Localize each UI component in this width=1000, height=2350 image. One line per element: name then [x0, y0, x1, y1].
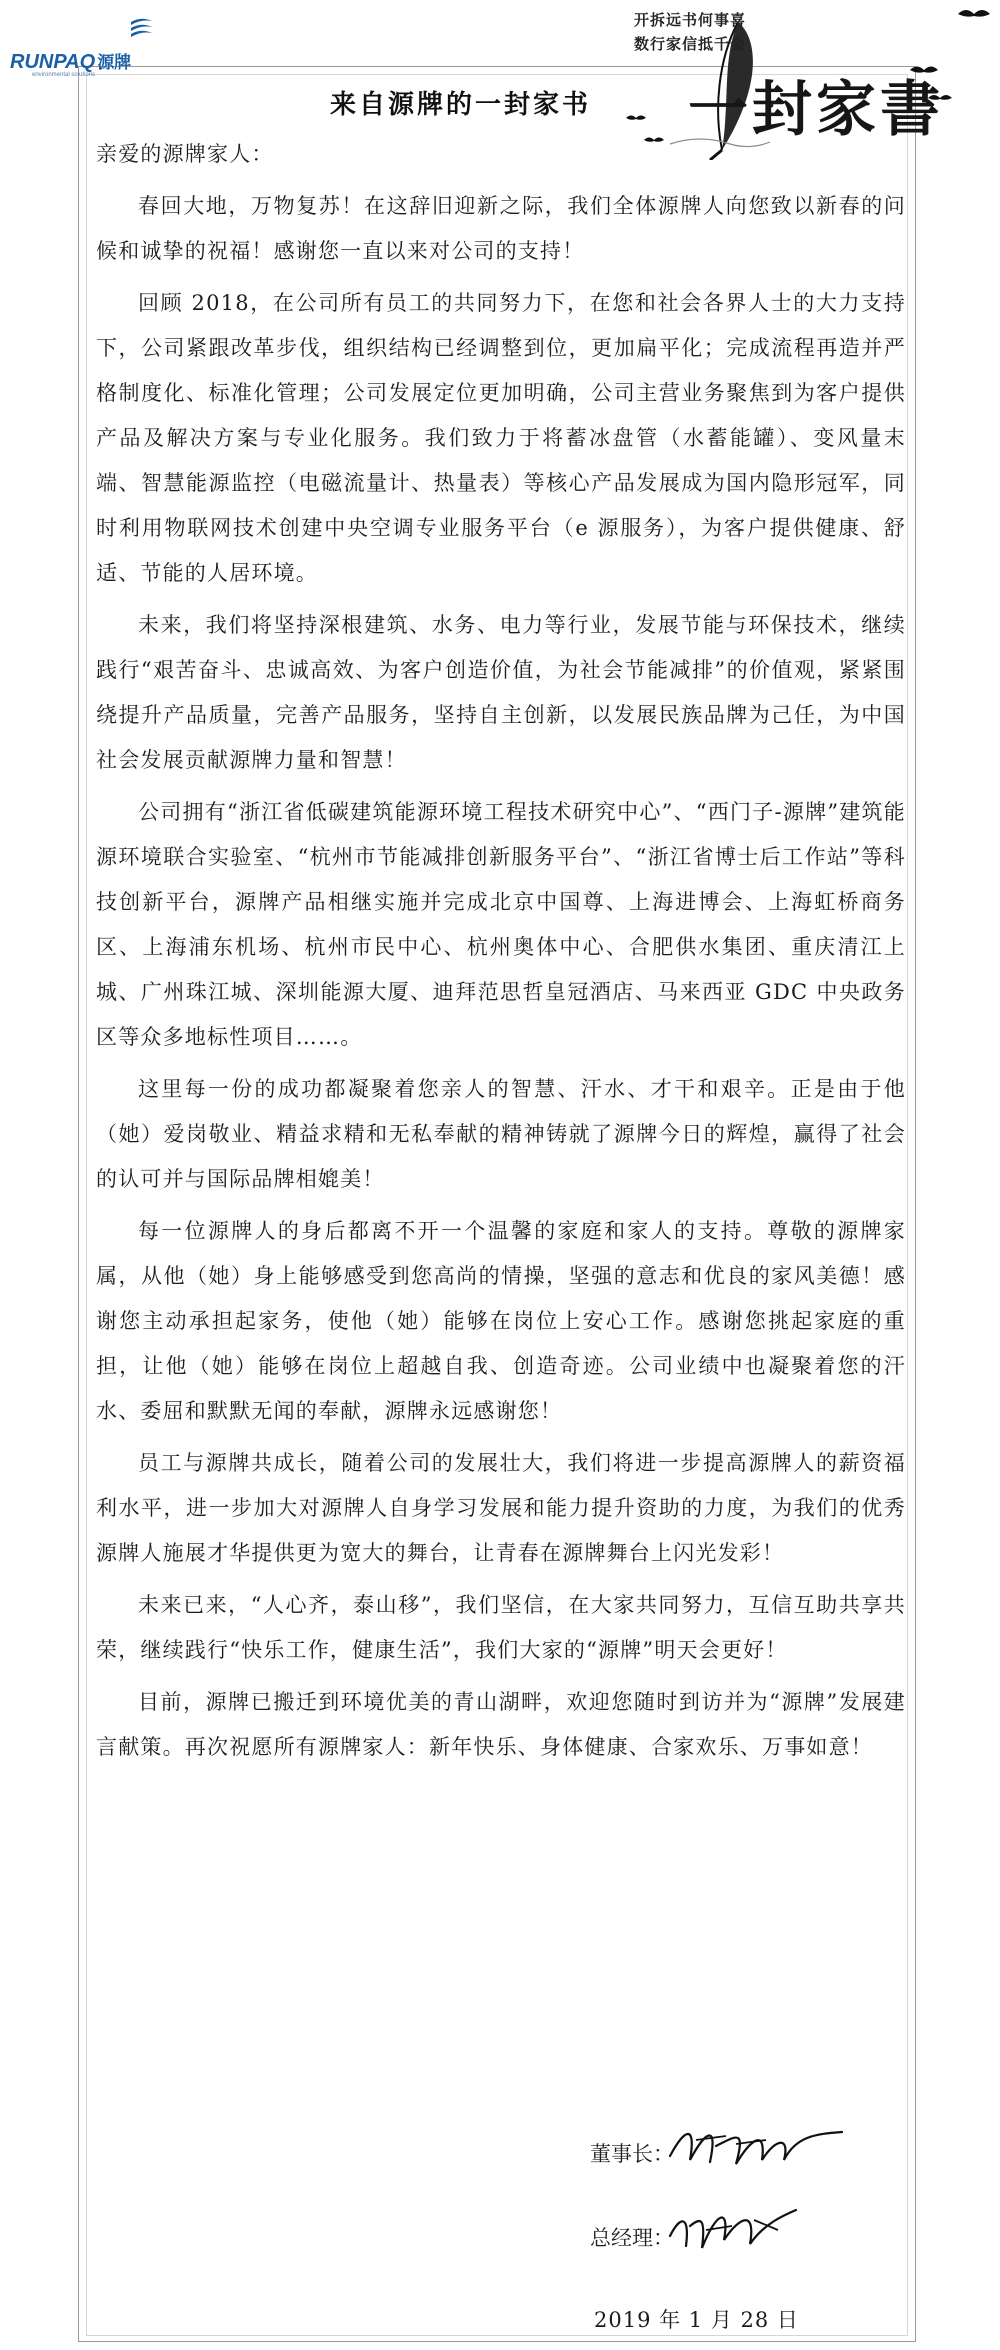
- emblem-slogan-line1: 开拆远书何事喜: [634, 11, 747, 29]
- emblem-slogan: [634, 8, 746, 56]
- general-manager-label: 总经理：: [590, 2226, 674, 2250]
- letter-paragraph: 每一位源牌人的身后都离不开一个温馨的家庭和家人的支持。尊敬的源牌家属，从他（她）身上能够感受到您高尚的情操，坚强的意志和优良的家风美德！感谢您主动承担起家务，使他（她）能够在岗位上安心工作。感谢您挑起家庭的重担，让他（她）能够在岗位上超越自我、创造奇迹。公司业绩中也凝聚着您的汗水、委屈和默默无闻的奉献，源牌永远感谢您！: [96, 1219, 906, 1423]
- logo-wordmark: [10, 48, 131, 74]
- letter-paragraph: 春回大地，万物复苏！在这辞旧迎新之际，我们全体源牌人向您致以新春的问候和诚挚的祝福！感谢您一直以来对公司的支持！: [96, 194, 906, 263]
- emblem-slogan-line2: 数行家信抵千金: [634, 35, 747, 53]
- letter-date: 2019 年 1 月 28 日: [594, 2308, 799, 2332]
- letter-paragraph: 未来已来，“人心齐，泰山移”，我们坚信，在大家共同努力，互信互助共享共荣，继续践行“快乐工作，健康生活”，我们大家的“源牌”明天会更好！: [96, 1593, 906, 1662]
- letter-salutation: 亲爱的源牌家人：: [96, 142, 274, 166]
- letter-paragraph: 未来，我们将坚持深根建筑、水务、电力等行业，发展节能与环保技术，继续践行“艰苦奋斗、忠诚高效、为客户创造价值，为社会节能减排”的价值观，紧紧围绕提升产品质量，完善产品服务，坚持自主创新，以发展民族品牌为己任，为中国社会发展贡献源牌力量和智慧！: [96, 613, 906, 772]
- letter-paragraph: 目前，源牌已搬迁到环境优美的青山湖畔，欢迎您随时到访并为“源牌”发展建言献策。再次祝愿所有源牌家人：新年快乐、身体健康、合家欢乐、万事如意！: [96, 1690, 906, 1759]
- company-logo: [8, 16, 158, 80]
- letter-paragraph: 这里每一份的成功都凝聚着您亲人的智慧、汗水、才干和艰辛。正是由于他（她）爱岗敬业、精益求精和无私奉献的精神铸就了源牌今日的辉煌，赢得了社会的认可并与国际品牌相媲美！: [96, 1077, 906, 1191]
- chairman-signature-row: [590, 2138, 674, 2168]
- logo-swoosh-icon: [128, 16, 154, 42]
- general-manager-signature-row: [590, 2222, 674, 2252]
- logo-brand-en: RUNPAQ: [10, 51, 96, 73]
- letter-paragraph: 公司拥有“浙江省低碳建筑能源环境工程技术研究中心”、“西门子-源牌”建筑能源环境联合实验室、“杭州市节能减排创新服务平台”、“浙江省博士后工作站”等科技创新平台，源牌产品相继实施并完成北京中国尊、上海进博会、上海虹桥商务区、上海浦东机场、杭州市民中心、杭州奥体中心、合肥供水集团、重庆清江上城、广州珠江城、深圳能源大厦、迪拜范思哲皇冠酒店、马来西亚 GDC 中央政务区等众多地标性项目……。: [96, 800, 906, 1049]
- letter-title: 来自源牌的一封家书: [330, 90, 592, 120]
- emblem-title: 一封家書: [688, 75, 944, 145]
- logo-tagline: environmental solutions: [32, 72, 96, 78]
- letter-paragraph: 回顾 2018，在公司所有员工的共同努力下，在您和社会各界人士的大力支持下，公司紧跟改革步伐，组织结构已经调整到位，更加扁平化；完成流程再造并严格制度化、标准化管理；公司发展定位更加明确，公司主营业务聚焦到为客户提供产品及解决方案与专业化服务。我们致力于将蓄冰盘管（水蓄能罐）、变风量末端、智慧能源监控（电磁流量计、热量表）等核心产品发展成为国内隐形冠军，同时利用物联网技术创建中央空调专业服务平台（e 源服务），为客户提供健康、舒适、节能的人居环境。: [96, 291, 906, 585]
- letter-body: [96, 132, 906, 1770]
- chairman-signature-icon: [666, 2116, 846, 2176]
- general-manager-signature-icon: [666, 2196, 816, 2260]
- chairman-label: 董事长：: [590, 2142, 674, 2166]
- logo-brand-cn: 源牌: [97, 53, 132, 72]
- letter-paragraph: 员工与源牌共成长，随着公司的发展壮大，我们将进一步提高源牌人的薪资福利水平，进一步加大对源牌人自身学习发展和能力提升资助的力度，为我们的优秀源牌人施展才华提供更为宽大的舞台，让青春在源牌舞台上闪光发彩！: [96, 1451, 906, 1565]
